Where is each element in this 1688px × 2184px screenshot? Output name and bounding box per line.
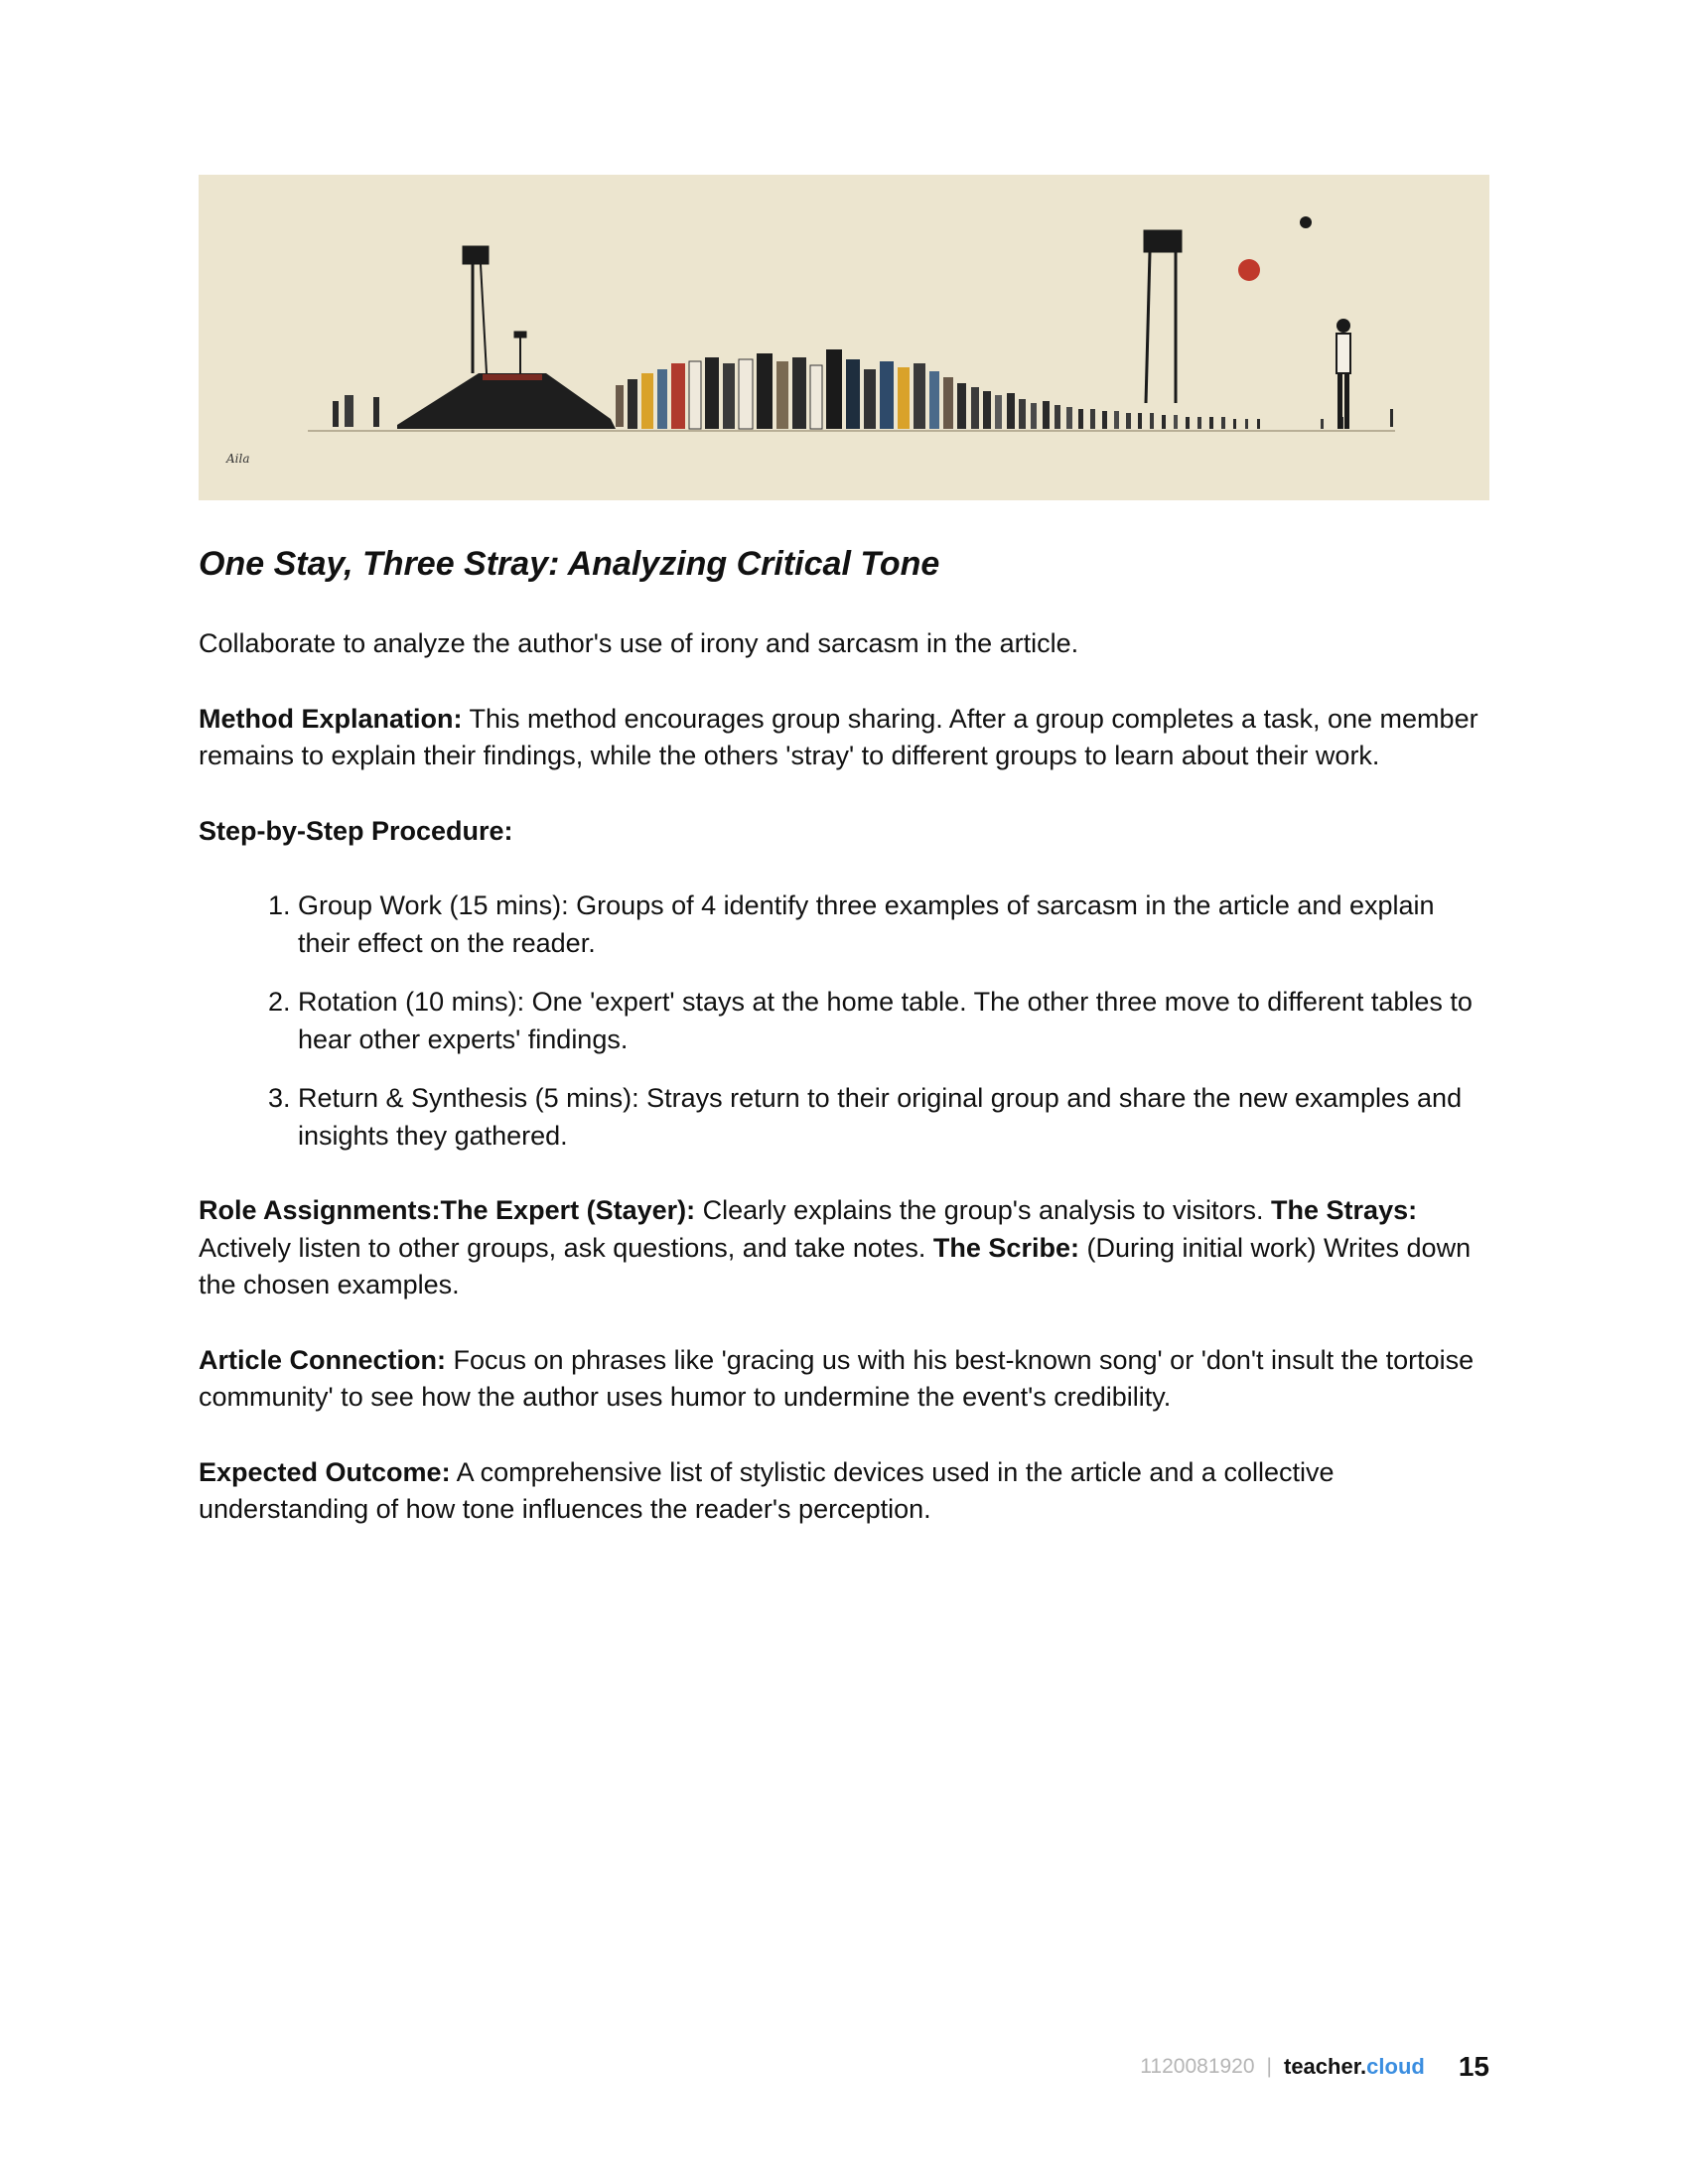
intro-paragraph: Collaborate to analyze the author's use of irony and sarcasm in the article. xyxy=(199,628,1079,658)
artist-signature: Aila xyxy=(226,452,250,466)
roles-label: Role Assignments: xyxy=(199,1195,441,1225)
procedure-step-2: 2. Rotation (10 mins): One 'expert' stays at the home table. The other three move to different tables to hear other experts' findings. xyxy=(298,984,1489,1058)
scribe-label: The Scribe: xyxy=(932,1232,1079,1263)
page-number: 15 xyxy=(1458,2051,1489,2082)
grandstand-tent xyxy=(397,373,616,429)
connection-label: Article Connection: xyxy=(199,1344,447,1375)
strays-text: Actively listen to other groups, ask questions, and take notes. xyxy=(199,1232,933,1263)
activity-body xyxy=(199,625,1489,1567)
procedure-step-1: 1. Group Work (15 mins): Groups of 4 identify three examples of sarcasm in the article and explain their effect on the reader. xyxy=(298,887,1489,962)
lone-figure xyxy=(1336,319,1350,429)
outcome-text: A comprehensive list of stylistic devices used in the article and a collective understanding of how tone influences the reader's perception. xyxy=(199,1456,1335,1524)
strays-label: The Strays: xyxy=(1271,1195,1418,1225)
roles-paragraph xyxy=(199,1192,1489,1304)
page-footer xyxy=(1140,2047,1489,2087)
outcome-label: Expected Outcome: xyxy=(199,1456,451,1487)
left-floodlight xyxy=(463,246,526,373)
stadium-crowd-image xyxy=(199,175,1489,500)
method-label: Method Explanation: xyxy=(199,703,463,734)
connection-paragraph xyxy=(199,1342,1489,1417)
connection-text: Focus on phrases like 'gracing us with his best-known song' or 'don't insult the tortoise community' to see how the author uses humor to undermine the event's credibility. xyxy=(199,1344,1475,1412)
expert-text: Clearly explains the group's analysis to visitors. xyxy=(695,1195,1272,1225)
hero-illustration xyxy=(199,175,1489,500)
footer-separator: | xyxy=(1266,2055,1272,2078)
page-title: One Stay, Three Stray: Analyzing Critical Tone xyxy=(199,545,940,583)
right-floodlight xyxy=(1144,230,1182,403)
brand-logo: teacher.cloud xyxy=(1284,2054,1425,2079)
scribe-text: (During initial work) Writes down the chosen examples. xyxy=(199,1232,1472,1299)
method-text: This method encourages group sharing. After a group completes a task, one member remains to explain their findings, while the others 'stray' to different groups to learn about their work. xyxy=(199,703,1478,770)
procedure-heading: Step-by-Step Procedure: xyxy=(199,815,513,846)
procedure-step-3: 3. Return & Synthesis (5 mins): Strays return to their original group and share the new examples and insights they gathered. xyxy=(298,1080,1489,1155)
red-sun xyxy=(1238,259,1260,281)
expert-label: The Expert (Stayer): xyxy=(440,1195,696,1225)
document-id: 1120081920 xyxy=(1140,2055,1255,2078)
method-paragraph xyxy=(199,701,1489,775)
outcome-paragraph xyxy=(199,1454,1489,1529)
procedure-steps xyxy=(199,887,1489,1155)
black-dot xyxy=(1300,216,1312,228)
